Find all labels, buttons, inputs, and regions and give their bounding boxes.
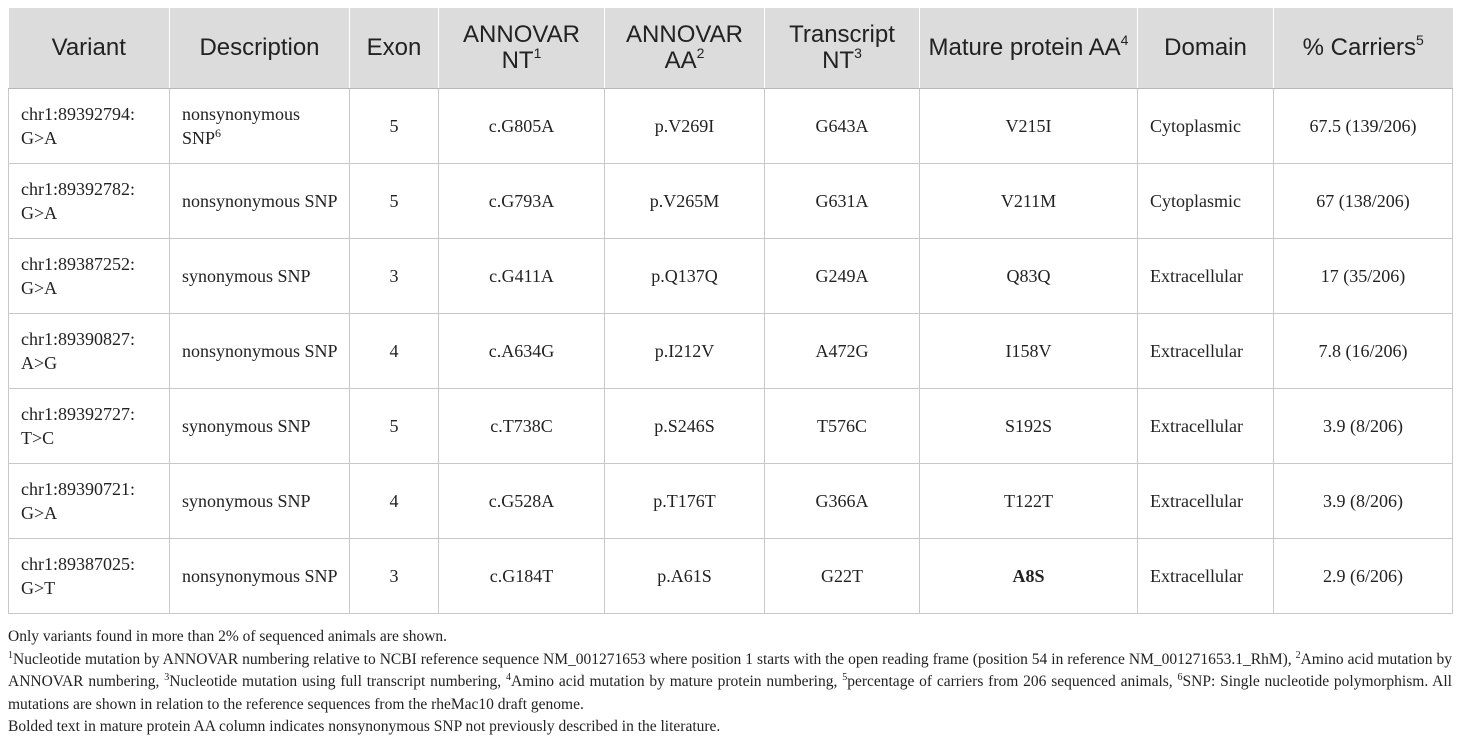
header-description: Description [170, 8, 350, 89]
cell-mature-protein-aa: S192S [920, 389, 1138, 464]
cell-mature-protein-aa: T122T [920, 464, 1138, 539]
variant-table-container [8, 8, 1452, 614]
cell-annovar-aa: p.T176T [605, 464, 765, 539]
cell-mature-protein-aa: A8S [920, 539, 1138, 614]
table-row [9, 539, 1453, 614]
cell-transcript-nt: G631A [765, 164, 920, 239]
cell-exon: 5 [350, 164, 439, 239]
cell-annovar-aa: p.V269I [605, 89, 765, 164]
cell-annovar-aa: p.A61S [605, 539, 765, 614]
cell-annovar-aa: p.V265M [605, 164, 765, 239]
table-row [9, 89, 1453, 164]
cell-description: nonsynonymous SNP [170, 539, 350, 614]
header-exon: Exon [350, 8, 439, 89]
cell-domain: Extracellular [1138, 389, 1274, 464]
cell-carriers: 3.9 (8/206) [1274, 389, 1453, 464]
cell-exon: 3 [350, 539, 439, 614]
cell-transcript-nt: A472G [765, 314, 920, 389]
cell-domain: Extracellular [1138, 314, 1274, 389]
cell-exon: 4 [350, 314, 439, 389]
cell-carriers: 67.5 (139/206) [1274, 89, 1453, 164]
cell-annovar-nt: c.T738C [439, 389, 605, 464]
header-annovar-nt: ANNOVAR $NT^1$ [439, 8, 605, 89]
cell-domain: Extracellular [1138, 539, 1274, 614]
header-annovar-aa: ANNOVAR $AA^2$ [605, 8, 765, 89]
cell-description: nonsynonymous SNP$^6$ [170, 89, 350, 164]
table-row [9, 164, 1453, 239]
cell-description: nonsynonymous SNP [170, 164, 350, 239]
table-header-row [9, 8, 1453, 89]
cell-transcript-nt: G366A [765, 464, 920, 539]
cell-exon: 5 [350, 89, 439, 164]
cell-annovar-nt: c.G793A [439, 164, 605, 239]
header-carriers: % Carriers$^5$ [1274, 8, 1453, 89]
cell-transcript-nt: G22T [765, 539, 920, 614]
cell-transcript-nt: G643A [765, 89, 920, 164]
cell-description: synonymous SNP [170, 464, 350, 539]
cell-mature-protein-aa: V211M [920, 164, 1138, 239]
cell-carriers: 7.8 (16/206) [1274, 314, 1453, 389]
header-domain: Domain [1138, 8, 1274, 89]
cell-domain: Extracellular [1138, 464, 1274, 539]
cell-domain: Extracellular [1138, 239, 1274, 314]
cell-variant: chr1:89387025: G>T [9, 539, 170, 614]
cell-exon: 4 [350, 464, 439, 539]
cell-variant: chr1:89392782: G>A [9, 164, 170, 239]
cell-carriers: 2.9 (6/206) [1274, 539, 1453, 614]
header-transcript-nt: Transcript $NT^3$ [765, 8, 920, 89]
cell-description: nonsynonymous SNP [170, 314, 350, 389]
table-row [9, 389, 1453, 464]
cell-description: synonymous SNP [170, 389, 350, 464]
cell-carriers: 3.9 (8/206) [1274, 464, 1453, 539]
table-row [9, 464, 1453, 539]
cell-exon: 5 [350, 389, 439, 464]
footnote-definitions: $^1$Nucleotide mutation by ANNOVAR numbering relative to NCBI reference sequence NM_001271653 where position 1 starts with the open reading frame (position 54 in reference NM_001271653.1_RhM), $^2$Amino acid mutation by ANNOVAR numbering, $^3$Nucleotide mutation using full transcript numbering, $^4$Amino acid mutation by mature protein numbering, $^5$percentage of carriers from 206 sequenced animals, $^6$SNP: Single nucleotide polymorphism. All mutations are shown in relation to the reference sequences from the rheMac10 draft genome. [8, 649, 1452, 713]
cell-exon: 3 [350, 239, 439, 314]
cell-description: synonymous SNP [170, 239, 350, 314]
cell-annovar-nt: c.A634G [439, 314, 605, 389]
cell-annovar-nt: c.G411A [439, 239, 605, 314]
cell-variant: chr1:89392794: G>A [9, 89, 170, 164]
variant-table [8, 8, 1453, 614]
cell-variant: chr1:89387252: G>A [9, 239, 170, 314]
footnote-intro: Only variants found in more than 2% of sequenced animals are shown. [8, 628, 448, 645]
cell-variant: chr1:89390827: A>G [9, 314, 170, 389]
cell-annovar-nt: c.G805A [439, 89, 605, 164]
header-variant: Variant [9, 8, 170, 89]
cell-carriers: 67 (138/206) [1274, 164, 1453, 239]
table-row [9, 314, 1453, 389]
cell-domain: Cytoplasmic [1138, 89, 1274, 164]
cell-annovar-aa: p.I212V [605, 314, 765, 389]
table-body [9, 89, 1453, 614]
cell-domain: Cytoplasmic [1138, 164, 1274, 239]
cell-annovar-nt: c.G528A [439, 464, 605, 539]
cell-mature-protein-aa: I158V [920, 314, 1138, 389]
table-row [9, 239, 1453, 314]
cell-transcript-nt: T576C [765, 389, 920, 464]
cell-variant: chr1:89392727: T>C [9, 389, 170, 464]
cell-carriers: 17 (35/206) [1274, 239, 1453, 314]
cell-mature-protein-aa: Q83Q [920, 239, 1138, 314]
header-mature-protein-aa: Mature protein $AA^4$ [920, 8, 1138, 89]
cell-variant: chr1:89390721: G>A [9, 464, 170, 539]
cell-transcript-nt: G249A [765, 239, 920, 314]
cell-annovar-aa: p.Q137Q [605, 239, 765, 314]
footnote-bold-note: Bolded text in mature protein AA column indicates nonsynonymous SNP not previously described in the literature. [8, 718, 721, 735]
table-footnotes [8, 626, 1452, 739]
cell-mature-protein-aa: V215I [920, 89, 1138, 164]
cell-annovar-nt: c.G184T [439, 539, 605, 614]
cell-annovar-aa: p.S246S [605, 389, 765, 464]
